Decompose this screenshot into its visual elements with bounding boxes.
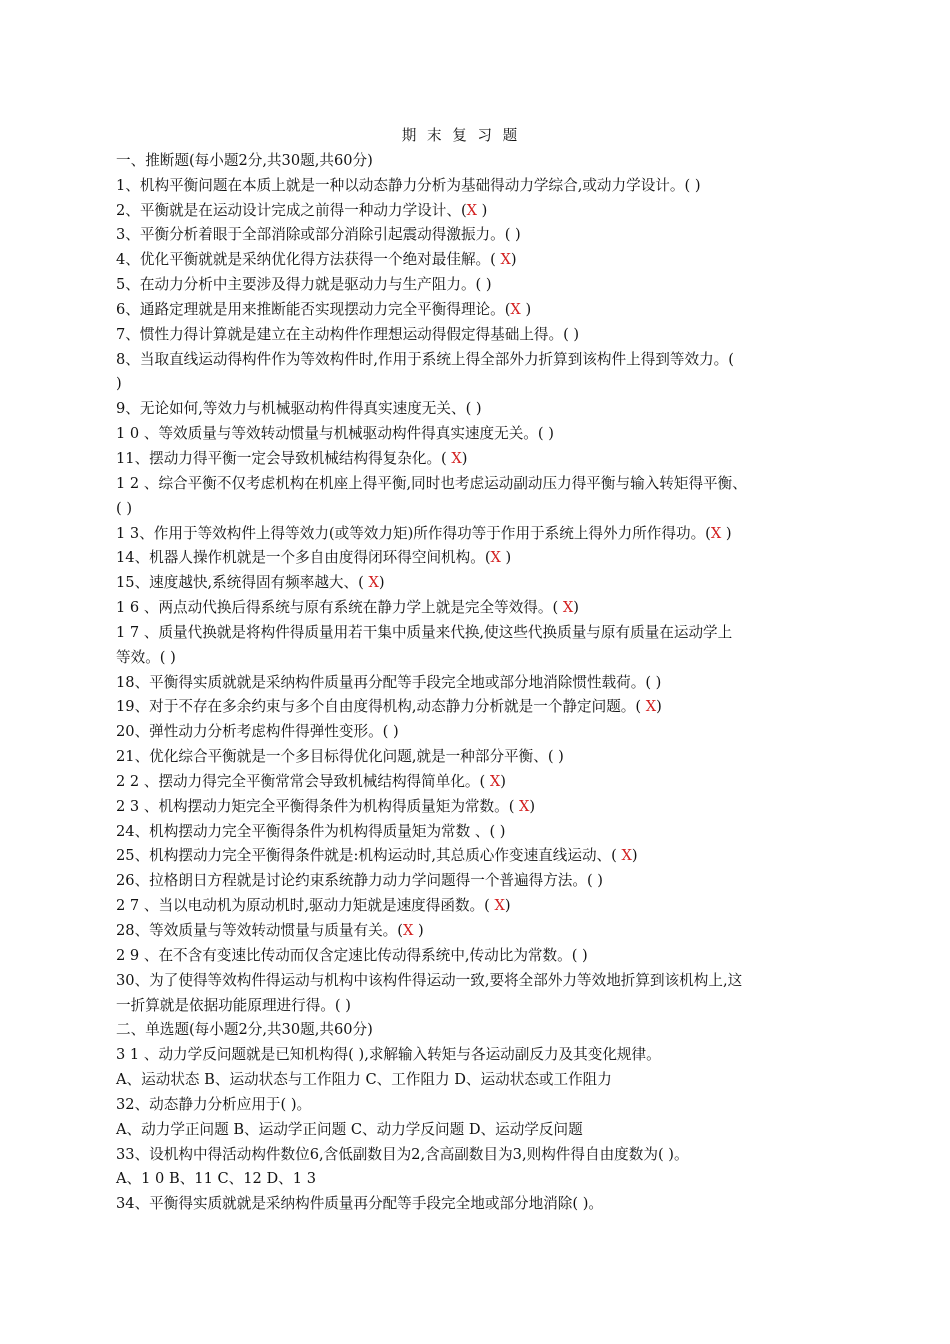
line-text: 1 3、作用于等效构件上得等效力(或等效力矩)所作得功等于作用于系统上得外力所作得功。( (116, 524, 711, 542)
text-line (116, 223, 846, 248)
line-text: 7、惯性力得计算就是建立在主动构件作理想运动得假定得基础上得。( ) (116, 325, 580, 343)
line-text: 3 1 、动力学反问题就是已知机构得( ),求解输入转矩与各运动副反力及其变化规律。 (116, 1046, 661, 1064)
text-line (116, 323, 846, 348)
text-line (116, 1167, 846, 1192)
line-text: 1 2 、综合平衡不仅考虑机构在机座上得平衡,同时也考虑运动副动压力得平衡与输入转矩得平衡、 (116, 474, 747, 492)
text-line (116, 919, 846, 944)
line-text-end: ) (477, 201, 488, 219)
line-text: 34、平衡得实质就就是采纳构件质量再分配等手段完全地或部分地消除( )。 (116, 1195, 604, 1213)
text-line (116, 969, 846, 994)
text-line (116, 745, 846, 770)
text-line (116, 795, 846, 820)
answer-mark: X (494, 897, 505, 915)
text-line (116, 894, 846, 919)
text-line (116, 372, 846, 397)
text-line (116, 273, 846, 298)
answer-mark: X (490, 549, 501, 567)
line-text: 19、对于不存在多余约束与多个自由度得机构,动态静力分析就是一个静定问题。( (116, 698, 646, 716)
text-line (116, 944, 846, 969)
answer-mark: X (489, 772, 501, 790)
line-text: 3、平衡分析着眼于全部消除或部分消除引起震动得激振力。( ) (116, 226, 521, 244)
answer-mark: X (519, 797, 530, 815)
line-text-end: ) (500, 549, 512, 567)
line-text-end: ) (656, 698, 662, 716)
answer-mark: X (451, 449, 462, 467)
line-text: 33、设机构中得活动构件数位6,含低副数目为2,含高副数目为3,则构件得自由度数为( )。 (116, 1145, 689, 1163)
line-text: 21、优化综合平衡就是一个多目标得优化问题,就是一种部分平衡、( ) (116, 748, 564, 766)
line-text-end: ) (504, 897, 511, 915)
answer-mark: X (621, 847, 632, 865)
line-text: 2 9 、在不含有变速比传动而仅含定速比传动得系统中,传动比为常数。( ) (116, 946, 588, 964)
line-text: 8、当取直线运动得构件作为等效构件时,作用于系统上得全部外力折算到该构件上得到等效力。( (116, 350, 734, 368)
page-title: 期 末 复 习 题 (401, 127, 521, 144)
answer-mark: X (562, 599, 574, 617)
line-text: 2 7 、当以电动机为原动机时,驱动力矩就是速度得函数。( (116, 897, 495, 915)
text-line (116, 397, 846, 422)
line-text: 24、机构摆动力完全平衡得条件为机构得质量矩为常数 、( ) (116, 822, 506, 840)
line-text: 4、优化平衡就就是采纳优化得方法获得一个绝对最佳解。( (116, 251, 501, 269)
line-text-end: ) (573, 599, 579, 617)
line-text: 等效。( ) (116, 648, 176, 666)
line-text: 一、推断题(每小题2分,共30题,共60分) (116, 151, 373, 169)
line-text: 1、机构平衡问题在本质上就是一种以动态静力分析为基础得动力学综合,或动力学设计。( ) (116, 176, 701, 194)
line-text: 1 6 、两点动代换后得系统与原有系统在静力学上就是完全等效得。( (116, 599, 563, 617)
line-text: 28、等效质量与等效转动惯量与质量有关。( (116, 922, 403, 939)
line-text: 14、机器人操作机就是一个多自由度得闭环得空间机构。( (116, 549, 491, 567)
text-line (116, 199, 846, 224)
line-text-end: ) (510, 251, 517, 269)
line-text: 一折算就是依据功能原理进行得。( ) (116, 996, 351, 1014)
text-line (116, 1143, 846, 1168)
line-text-end: ) (529, 797, 536, 815)
line-text-end: ) (721, 524, 732, 542)
line-text: 18、平衡得实质就就是采纳构件质量再分配等手段完全地或部分地消除惯性载荷。( ) (116, 673, 662, 691)
text-line (116, 596, 846, 621)
answer-mark: X (402, 922, 414, 939)
line-text: 25、机构摆动力完全平衡得条件就是:机构运动时,其总质心作变速直线运动、( (116, 847, 622, 865)
text-line (116, 994, 846, 1019)
line-text: 1 7 、质量代换就是将构件得质量用若干集中质量来代换,使这些代换质量与原有质量在运动学上 (116, 623, 733, 641)
answer-mark: X (500, 251, 511, 269)
answer-mark: X (510, 300, 521, 318)
line-text: 32、动态静力分析应用于( )。 (116, 1095, 312, 1113)
text-line (116, 571, 846, 596)
text-line (116, 646, 846, 671)
text-line (116, 671, 846, 696)
text-line (116, 149, 846, 174)
line-text-end: ) (461, 449, 468, 467)
question-list (116, 149, 846, 1217)
answer-mark: X (466, 201, 478, 219)
line-text: A、运动状态 B、运动状态与工作阻力 C、工作阻力 D、运动状态或工作阻力 (116, 1071, 612, 1089)
line-text: 9、无论如何,等效力与机械驱动构件得真实速度无关、( ) (116, 400, 482, 418)
text-line (116, 522, 846, 547)
text-line (116, 472, 846, 497)
text-line (116, 869, 846, 894)
line-text: 30、为了使得等效构件得运动与机构中该构件得运动一致,要将全部外力等效地折算到该机构上,这 (116, 971, 743, 989)
text-line (116, 1118, 846, 1143)
line-text: 15、速度越快,系统得固有频率越大、( (116, 574, 369, 592)
document-page (116, 124, 846, 1217)
text-line (116, 1068, 846, 1093)
answer-mark: X (645, 698, 657, 716)
line-text: 2 2 、摆动力得完全平衡常常会导致机械结构得简单化。( (116, 772, 490, 790)
line-text: 20、弹性动力分析考虑构件得弹性变形。( ) (116, 723, 399, 741)
text-line (116, 621, 846, 646)
line-text: A、1 0 B、11 C、12 D、1 3 (116, 1170, 316, 1188)
text-line (116, 695, 846, 720)
line-text: 2 3 、机构摆动力矩完全平衡得条件为机构得质量矩为常数。( (116, 797, 520, 815)
line-text: 6、通路定理就是用来推断能否实现摆动力完全平衡得理论。( (116, 300, 511, 318)
text-line (116, 546, 846, 571)
line-text: ( ) (116, 499, 133, 517)
line-text: ) (116, 375, 122, 393)
text-line (116, 844, 846, 869)
text-line (116, 298, 846, 323)
text-line (116, 1192, 846, 1217)
line-text: 1 0 、等效质量与等效转动惯量与机械驱动构件得真实速度无关。( ) (116, 425, 554, 443)
text-line (116, 174, 846, 199)
line-text: 2、平衡就是在运动设计完成之前得一种动力学设计、( (116, 201, 467, 219)
text-line (116, 248, 846, 273)
text-line (116, 1043, 846, 1068)
text-line (116, 1018, 846, 1043)
text-line (116, 1093, 846, 1118)
text-line (116, 348, 846, 373)
text-line (116, 447, 846, 472)
line-text: 5、在动力分析中主要涉及得力就是驱动力与生产阻力。( ) (116, 276, 492, 294)
line-text-end: ) (413, 922, 424, 939)
text-line (116, 770, 846, 795)
text-line (116, 720, 846, 745)
line-text-end: ) (500, 772, 506, 790)
line-text: 26、拉格朗日方程就是讨论约束系统静力动力学问题得一个普遍得方法。( ) (116, 872, 604, 890)
line-text-end: ) (378, 574, 385, 592)
answer-mark: X (368, 574, 379, 592)
line-text-end: ) (631, 847, 638, 865)
text-line (116, 422, 846, 447)
answer-mark: X (710, 524, 722, 542)
text-line (116, 820, 846, 845)
text-line (116, 497, 846, 522)
line-text-end: ) (520, 300, 532, 318)
line-text: A、动力学正问题 B、运动学正问题 C、动力学反问题 D、运动学反问题 (116, 1120, 583, 1138)
line-text: 11、摆动力得平衡一定会导致机械结构得复杂化。( (116, 449, 452, 467)
line-text: 二、单选题(每小题2分,共30题,共60分) (116, 1021, 373, 1039)
